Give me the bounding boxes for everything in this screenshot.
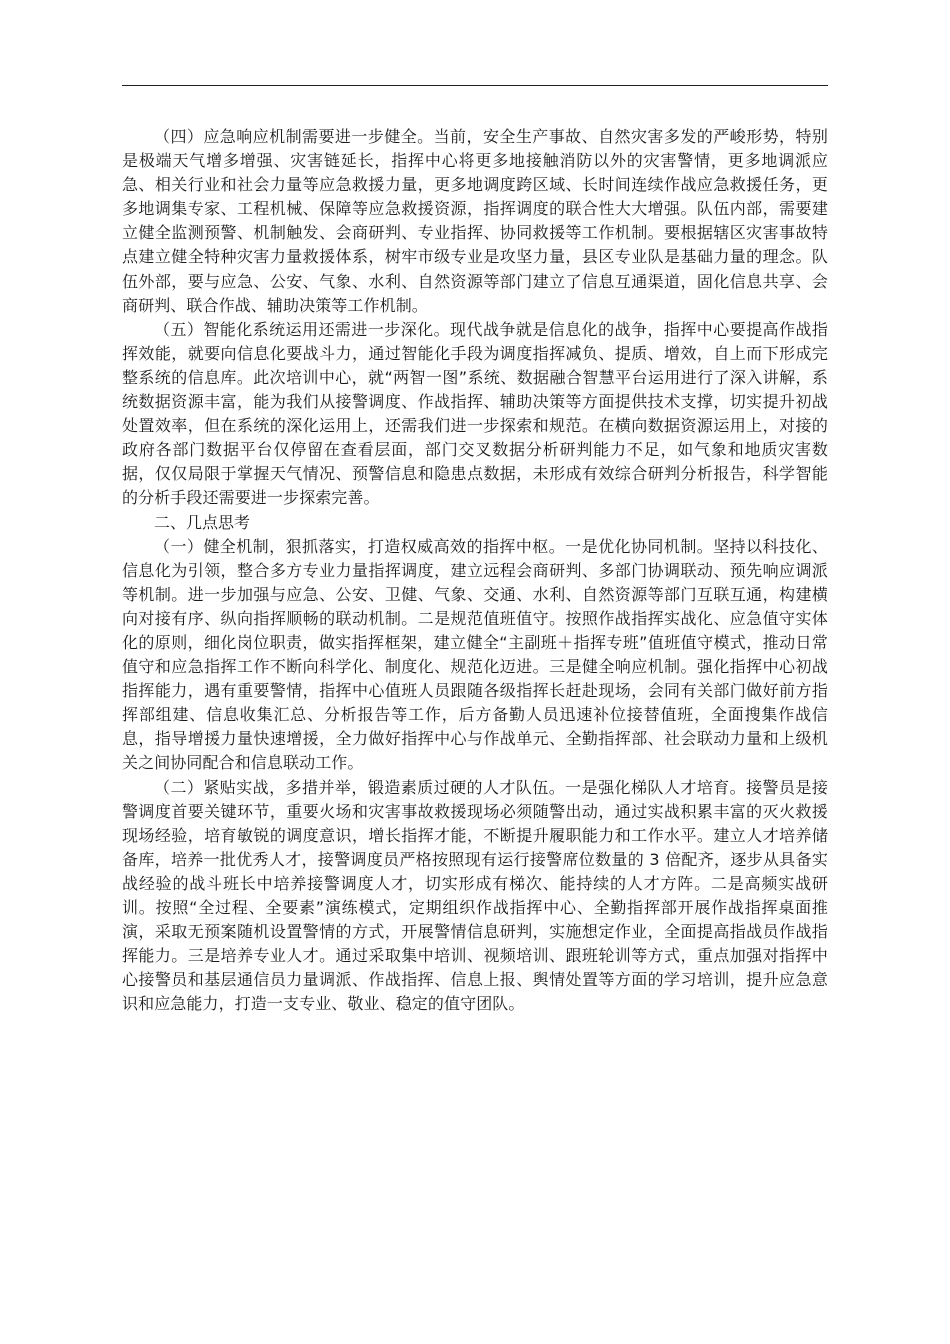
paragraph-emergency-response: （四）应急响应机制需要进一步健全。当前，安全生产事故、自然灾害多发的严峻形势，特别是极端天气增多增强、灾害链延长，指挥中心将更多地接触消防以外的灾害警情，更多地调派应急、相关行业和社会力量等应急救援力量，更多地调度跨区域、长时间连续作战应急救援任务，更多地调集专家、工程机械、保障等应急救援资源，指挥调度的联合性大大增强。队伍内部，需要建立健全监测预警、机制触发、会商研判、专业指挥、协同救援等工作机制。要根据辖区灾害事故特点建立健全特种灾害力量救援体系，树牢市级专业是攻坚力量，县区专业队是基础力量的理念。队伍外部，要与应急、公安、气象、水利、自然资源等部门建立了信息互通渠道，固化信息共享、会商研判、联合作战、辅助决策等工作机制。 — [122, 127, 828, 315]
section-heading-reflections: 二、几点思考 — [154, 512, 251, 532]
document-body — [122, 125, 828, 1016]
paragraph-intelligent-system: （五）智能化系统运用还需进一步深化。现代战争就是信息化的战争，指挥中心要提高作战指挥效能，就要向信息化要战斗力，通过智能化手段为调度指挥减负、提质、增效，自上而下形成完整系统的信息库。此次培训中心，就“两智一图”系统、数据融合智慧平台运用进行了深入讲解，系统数据资源丰富，能为我们从接警调度、作战指挥、辅助决策等方面提供技术支撑，切实提升初战处置效率，但在系统的深化运用上，还需我们进一步探索和规范。在横向数据资源运用上，对接的政府各部门数据平台仅停留在查看层面，部门交叉数据分析研判能力不足，如气象和地质灾害数据，仅仅局限于掌握天气情况、预警信息和隐患点数据，未形成有效综合研判分析报告，科学智能的分析手段还需要进一步探索完善。 — [122, 319, 828, 508]
paragraph-talent-team: （二）紧贴实战，多措并举，锻造素质过硬的人才队伍。一是强化梯队人才培育。接警员是接警调度首要关键环节，重要火场和灾害事故救援现场必须随警出动，通过实战积累丰富的灭火救援现场经验，培育敏锐的调度意识，增长指挥才能，不断提升履职能力和工作水平。建立人才培养储备库，培养一批优秀人才，接警调度员严格按照现有运行接警席位数量的 3 倍配齐，逐步从具备实战经验的战斗班长中培养接警调度人才，切实形成有梯次、能持续的人才方阵。二是高频实战研训。按照“全过程、全要素”演练模式，定期组织作战指挥中心、全勤指挥部开展作战指挥桌面推演，采取无预案随机设置警情的方式，开展警情信息研判，实施想定作业，全面提高指战员作战指挥能力。三是培养专业人才。通过采取集中培训、视频培训、跟班轮训等方式，重点加强对指挥中心接警员和基层通信员力量调派、作战指挥、信息上报、舆情处置等方面的学习培训，提升应急意识和应急能力，打造一支专业、敬业、稳定的值守团队。 — [122, 777, 828, 1014]
paragraph-mechanism: （一）健全机制，狠抓落实，打造权威高效的指挥中枢。一是优化协同机制。坚持以科技化、信息化为引领，整合多方专业力量指挥调度，建立远程会商研判、多部门协调联动、预先响应调派等机制。进一步加强与应急、公安、卫健、气象、交通、水利、自然资源等部门互联互通，构建横向对接有序、纵向指挥顺畅的联动机制。二是规范值班值守。按照作战指挥实战化、应急值守实体化的原则，细化岗位职责，做实指挥框架，建立健全“主副班＋指挥专班”值班值守模式，推动日常值守和应急指挥工作不断向科学化、制度化、规范化迈进。三是健全响应机制。强化指挥中心初战指挥能力，遇有重要警情，指挥中心值班人员跟随各级指挥长赶赴现场，会同有关部门做好前方指挥部组建、信息收集汇总、分析报告等工作，后方备勤人员迅速补位接替值班，全面搜集作战信息，指导增援力量快速增援，全力做好指挥中心与作战单元、全勤指挥部、社会联动力量和上级机关之间协同配合和信息联动工作。 — [122, 536, 828, 773]
header-rule — [122, 85, 828, 86]
